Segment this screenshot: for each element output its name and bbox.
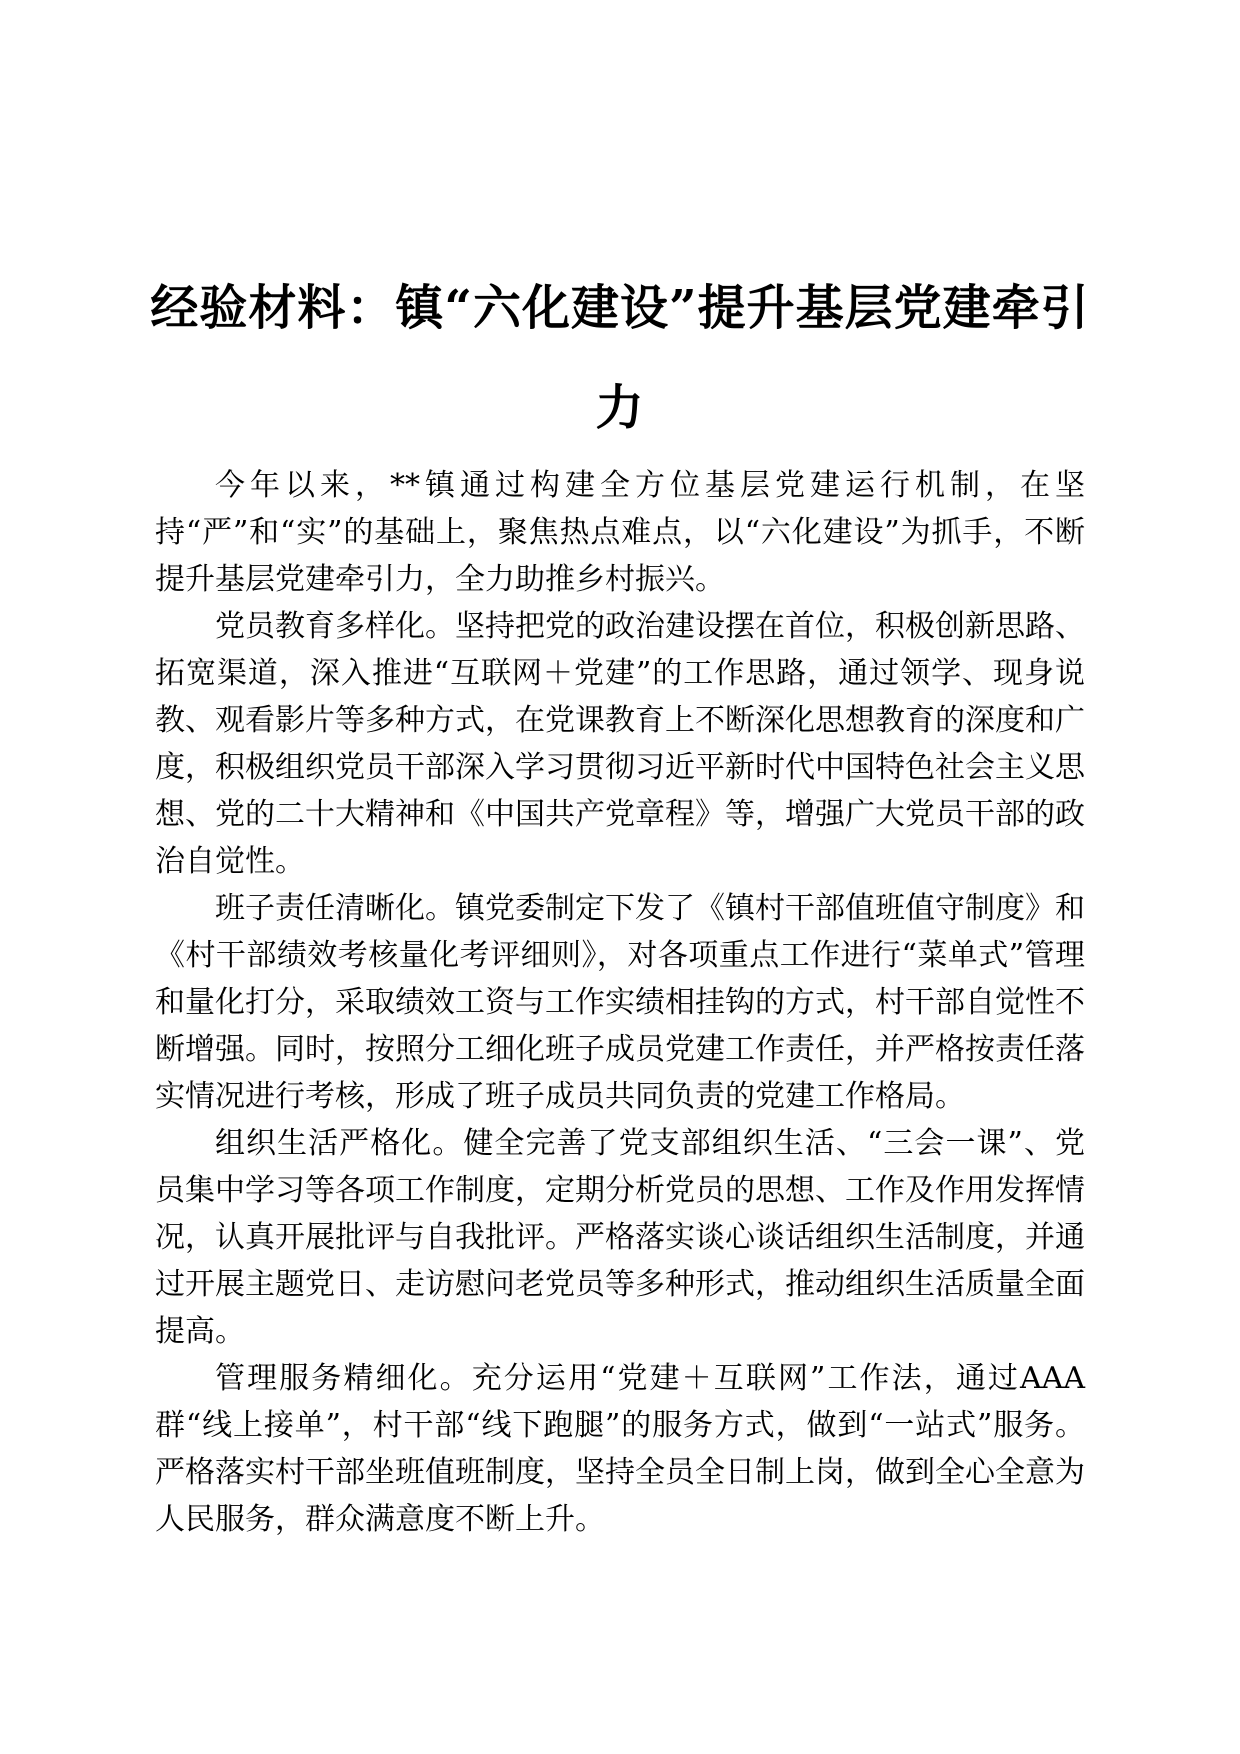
paragraph-intro: 今年以来，**镇通过构建全方位基层党建运行机制，在坚持“严”和“实”的基础上，聚焦热点难点，以“六化建设”为抓手，不断提升基层党建牵引力，全力助推乡村振兴。 — [155, 468, 1085, 597]
paragraph-party-education: 党员教育多样化。坚持把党的政治建设摆在首位，积极创新思路、拓宽渠道，深入推进“互联网＋党建”的工作思路，通过领学、现身说教、观看影片等多种方式，在党课教育上不断深化思想教育的深度和广度，积极组织党员干部深入学习贯彻习近平新时代中国特色社会主义思想、党的二十大精神和《中国共产党章程》等，增强广大党员干部的政治自觉性。 — [155, 609, 1085, 879]
document-body — [155, 462, 1085, 1543]
title-line-1: 经验材料：镇“六化建设”提升基层党建牵引 — [150, 280, 1090, 336]
paragraph-team-responsibility: 班子责任清晰化。镇党委制定下发了《镇村干部值班值守制度》和《村干部绩效考核量化考评细则》，对各项重点工作进行“菜单式”管理和量化打分，采取绩效工资与工作实绩相挂钩的方式，村干部自觉性不断增强。同时，按照分工细化班子成员党建工作责任，并严格按责任落实情况进行考核，形成了班子成员共同负责的党建工作格局。 — [155, 891, 1085, 1114]
paragraph-management-service: 管理服务精细化。充分运用“党建＋互联网”工作法，通过AAA群“线上接单”，村干部“线下跑腿”的服务方式，做到“一站式”服务。严格落实村干部坐班值班制度，坚持全员全日制上岗，做到全心全意为人民服务，群众满意度不断上升。 — [155, 1361, 1085, 1537]
document-title — [150, 258, 1090, 458]
paragraph-organization-life: 组织生活严格化。健全完善了党支部组织生活、“三会一课”、党员集中学习等各项工作制度，定期分析党员的思想、工作及作用发挥情况，认真开展批评与自我批评。严格落实谈心谈话组织生活制度，并通过开展主题党日、走访慰问老党员等多种形式，推动组织生活质量全面提高。 — [155, 1126, 1085, 1349]
title-line-2: 力 — [595, 380, 645, 436]
